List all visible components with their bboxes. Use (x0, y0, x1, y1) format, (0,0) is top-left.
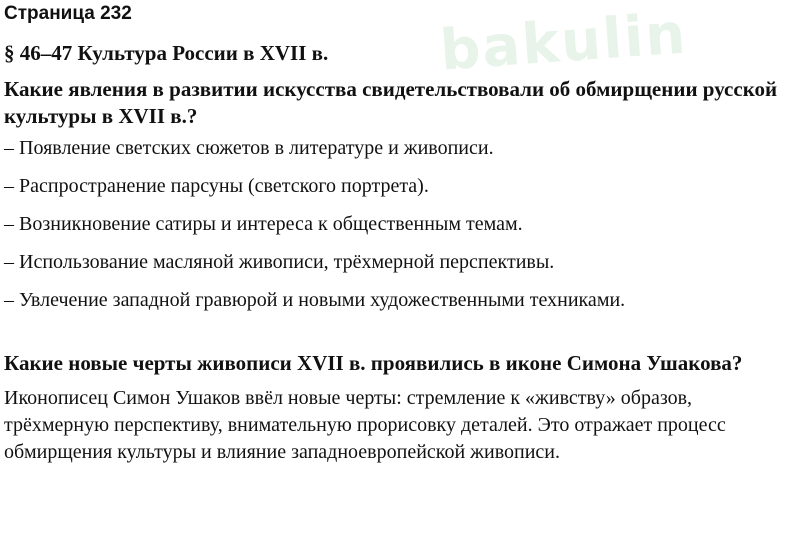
answer-item: – Появление светских сюжетов в литературе и живописи. (4, 137, 494, 159)
answer-list (4, 136, 800, 312)
answer-item: – Возникновение сатиры и интереса к общественным темам. (4, 213, 523, 235)
answer-item: – Распространение парсуны (светского портрета). (4, 175, 429, 197)
content (4, 2, 800, 466)
answer-item: – Увлечение западной гравюрой и новыми художественными техниками. (4, 289, 626, 311)
section-title: § 46–47 Культура России в XVII в. (4, 41, 329, 65)
question-1: Какие явления в развитии искусства свидетельствовали об обмирщении русской культуры в XVII в.? (4, 77, 778, 128)
watermark: bakulin (438, 1, 690, 84)
answer-item: – Использование масляной живописи, трёхмерной перспективы. (4, 251, 555, 273)
question-2: Какие новые черты живописи XVII в. проявились в иконе Симона Ушакова? (4, 351, 743, 375)
page-label: Страница 232 (4, 3, 132, 24)
answer-paragraph: Иконописец Симон Ушаков ввёл новые черты: стремление к «живству» образов, трёхмерную перспективу, внимательную прорисовку деталей. Это отражает процесс обмирщения культуры и влияние западноевропейской живописи. (4, 387, 726, 463)
